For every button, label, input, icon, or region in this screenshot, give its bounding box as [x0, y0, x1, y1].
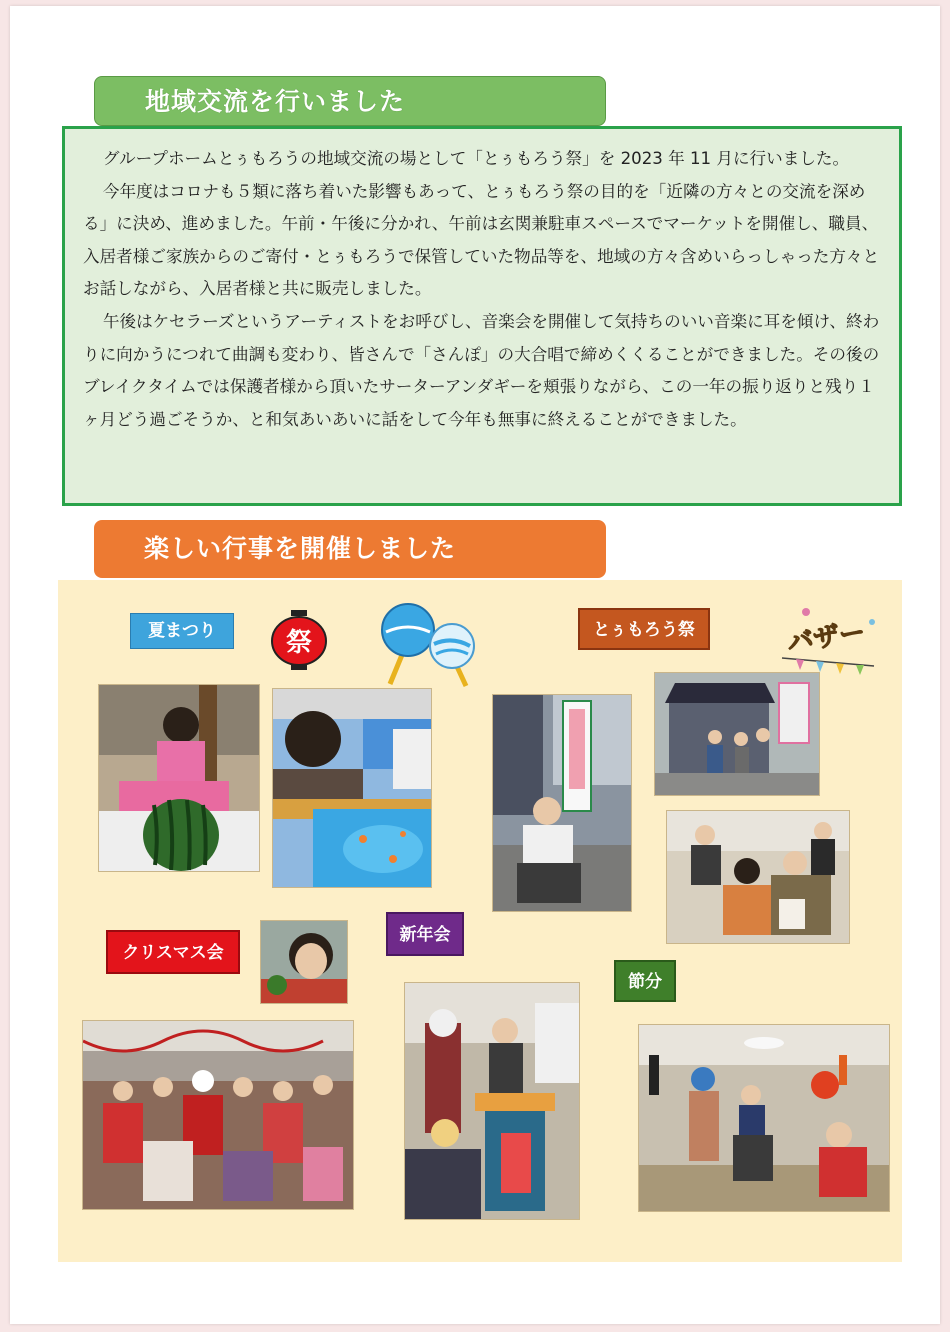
- section-header-events: 楽しい行事を開催しました: [94, 520, 606, 578]
- section-header-community: 地域交流を行いました: [94, 76, 606, 126]
- photo-festival-banner: [492, 694, 632, 912]
- photo-festival-group: [666, 810, 850, 944]
- uchiwa-fans-icon: [376, 602, 486, 690]
- matsuri-lantern-icon: [270, 610, 328, 670]
- photo-watermelon-split: [98, 684, 260, 872]
- photo-market-tent: [654, 672, 820, 796]
- matsuri-char: 祭: [285, 628, 313, 658]
- tag-christmas: クリスマス会: [106, 930, 240, 974]
- photo-goldfish-scooping: [272, 688, 432, 888]
- community-text-box: [62, 126, 902, 506]
- newsletter-page: [10, 6, 940, 1324]
- bazaar-text: バザー: [785, 617, 868, 659]
- tag-setsubun: 節分: [614, 960, 676, 1002]
- photo-setsubun-oni: [638, 1024, 890, 1212]
- tag-tomorrow-festival: とぅもろう祭: [578, 608, 710, 650]
- paragraph-1: グループホームとぅもろうの地域交流の場として「とぅもろう祭」を 2023 年 11 月に行いました。: [102, 149, 850, 168]
- events-photo-area: [58, 580, 902, 1262]
- tag-summer-festival: 夏まつり: [130, 613, 234, 649]
- bazaar-banner-icon: [776, 602, 880, 682]
- tag-new-year: 新年会: [386, 912, 464, 956]
- paragraph-3: 午後はケセラーズというアーティストをお呼びし、音楽会を開催して気持ちのいい音楽に耳を傾け、終わりに向かうにつれて曲調も変わり、皆さんで「さんぽ」の大合唱で締めくくることができました。その後のブレイクタイムでは保護者様から頂いたサーターアンダギーを頬張りながら、この一年の振り返りと残り１ヶ月どう過ごそうか、と和気あいあいに話をして今年も無事に終えることができました。: [83, 311, 880, 429]
- photo-christmas-party: [82, 1020, 354, 1210]
- photo-new-year-lion-dance: [404, 982, 580, 1220]
- paragraph-2: 今年度はコロナも５類に落ち着いた影響もあって、とぅもろう祭の目的を「近隣の方々との交流を深める」に決め、進めました。午前・午後に分かれ、午前は玄関兼駐車スペースでマーケットを開催し、職員、入居者様ご家族からのご寄付・とぅもろうで保管していた物品等を、地域の方々含めいらっしゃった方々とお話しながら、入居者様と共に販売しました。: [83, 181, 880, 299]
- photo-christmas-portrait: [260, 920, 348, 1004]
